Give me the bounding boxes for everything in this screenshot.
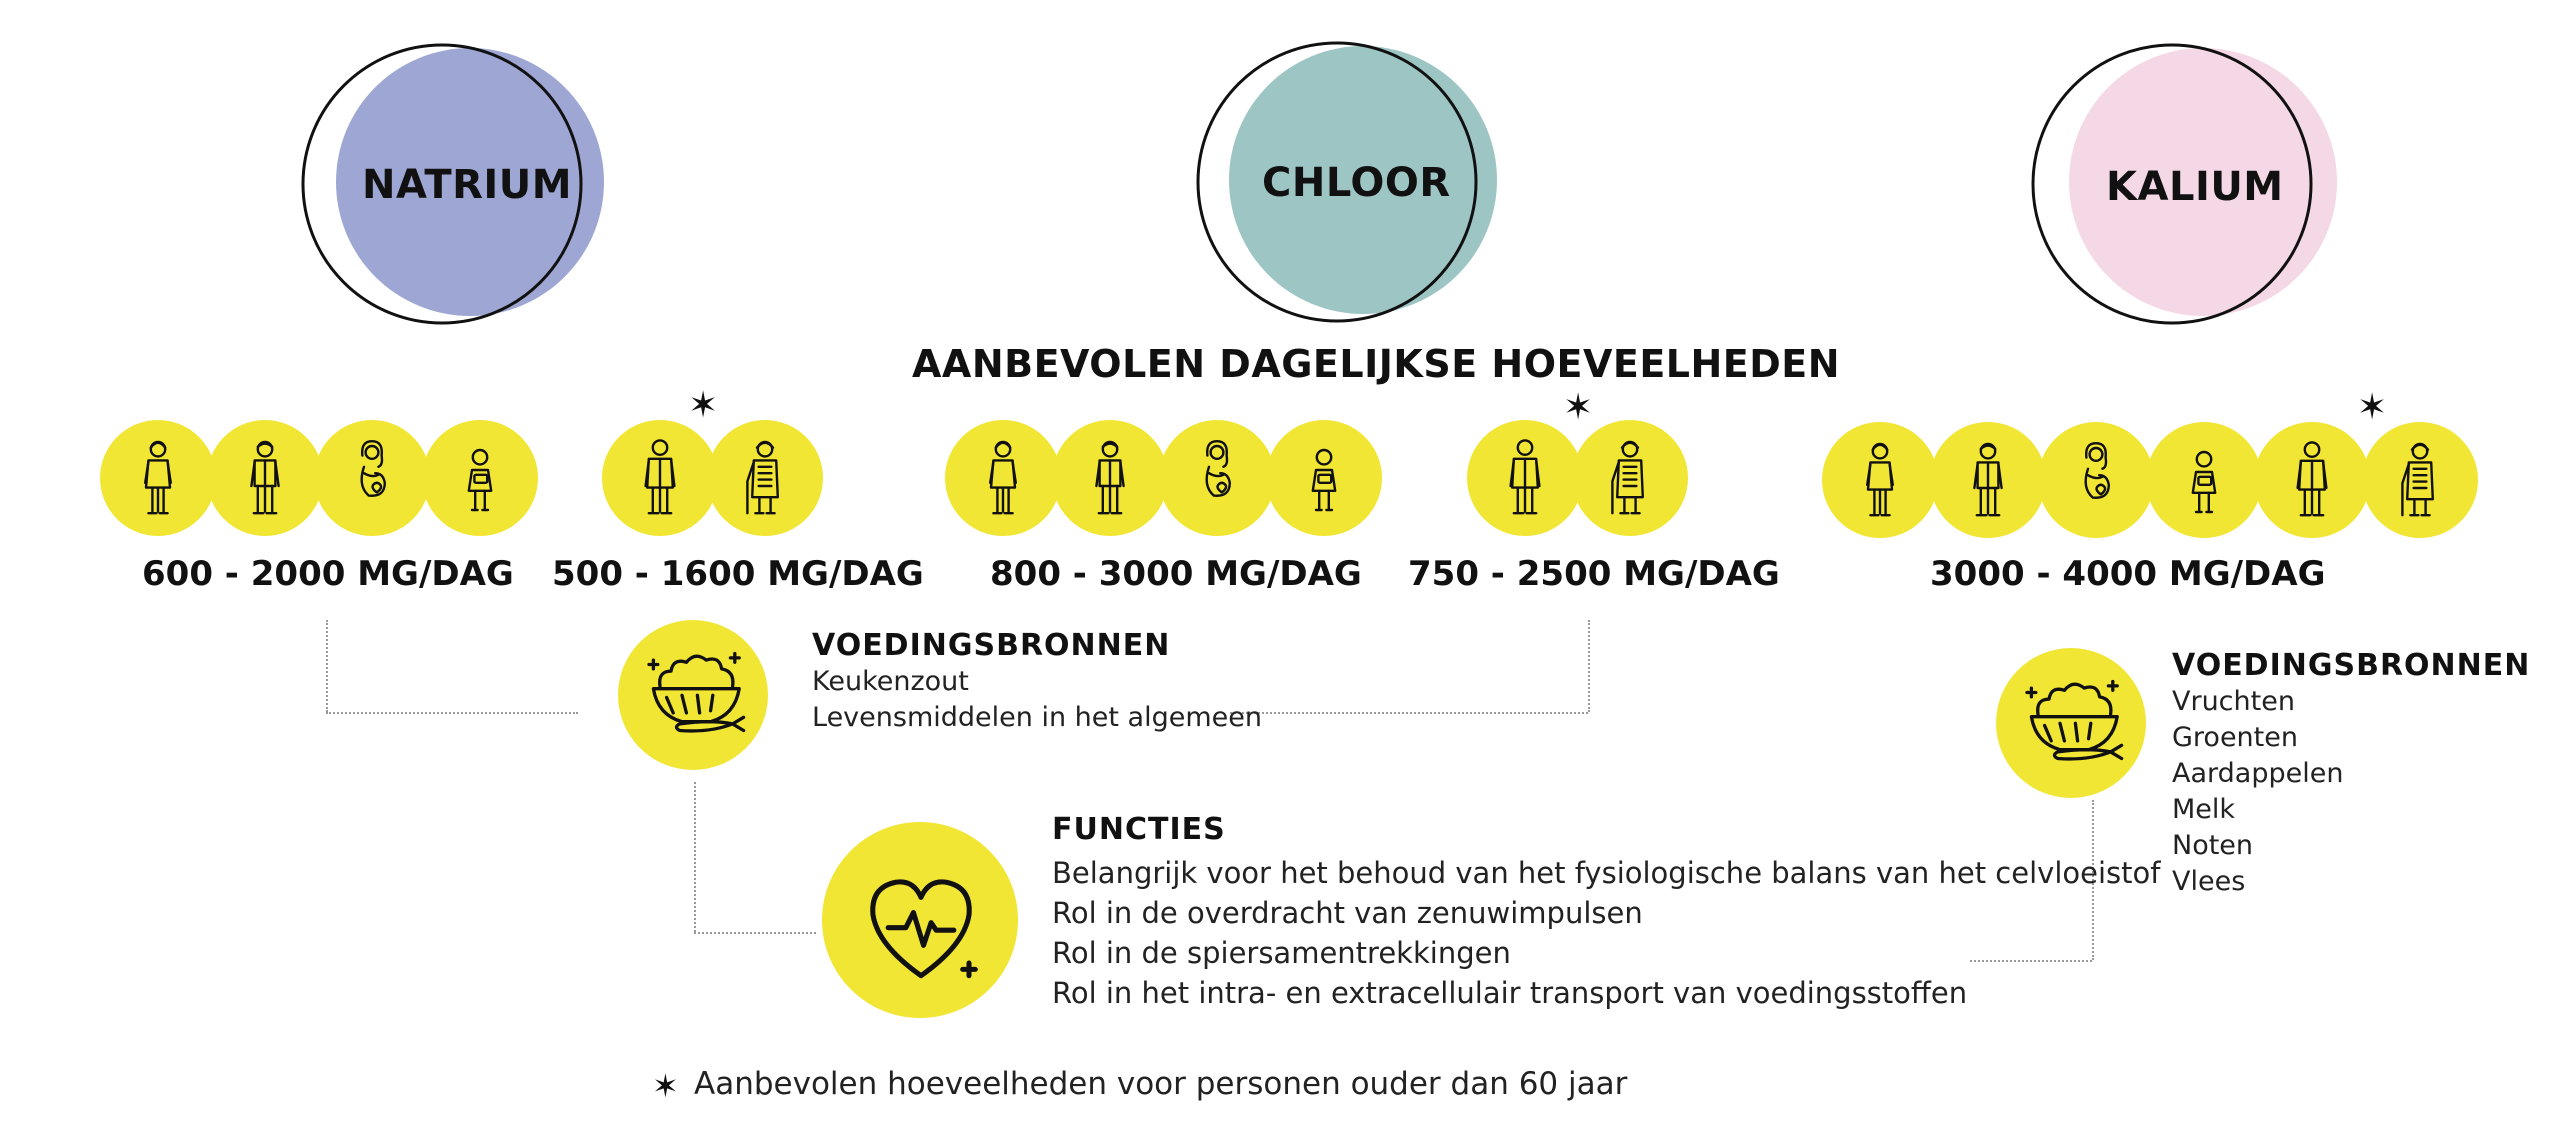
- food-source-item: Vlees: [2172, 866, 2246, 897]
- function-item: Belangrijk voor het behoud van het fysiologische balans van het celvloeistof: [1052, 856, 2161, 890]
- child-icon: [448, 438, 512, 518]
- connector-line: [694, 782, 696, 932]
- connector-line: [1970, 960, 2092, 962]
- elderly-woman-icon: [733, 438, 797, 518]
- food-sources-title: VOEDINGSBRONNEN: [812, 628, 1171, 663]
- food-source-item: Keukenzout: [812, 666, 969, 697]
- food-source-item: Vruchten: [2172, 686, 2295, 717]
- man-icon: [1078, 438, 1142, 518]
- natrium-label: NATRIUM: [362, 162, 573, 208]
- amount-natrium-adult: 600 - 2000 MG/DAG: [142, 554, 514, 594]
- woman-icon: [971, 438, 1035, 518]
- kalium-label: KALIUM: [2106, 164, 2284, 210]
- connector-line: [326, 620, 328, 712]
- elderly-woman-icon: [2388, 440, 2452, 520]
- food-sources-title: VOEDINGSBRONNEN: [2172, 648, 2531, 683]
- man-icon: [233, 438, 297, 518]
- pregnant-woman-icon: [340, 438, 404, 518]
- basket-icon: [638, 642, 748, 742]
- food-source-item: Groenten: [2172, 722, 2298, 753]
- elderly-man-icon: [1493, 438, 1557, 518]
- amount-chloor-senior: 750 - 2500 MG/DAG: [1408, 554, 1780, 594]
- child-icon: [1292, 438, 1356, 518]
- function-item: Rol in de overdracht van zenuwimpulsen: [1052, 896, 1643, 930]
- amount-kalium: 3000 - 4000 MG/DAG: [1930, 554, 2326, 594]
- basket-icon: [2016, 670, 2126, 770]
- food-source-item: Aardappelen: [2172, 758, 2344, 789]
- child-icon: [2172, 440, 2236, 520]
- connector-line: [1230, 712, 1588, 714]
- woman-icon: [126, 438, 190, 518]
- elderly-man-icon: [2280, 440, 2344, 520]
- food-source-item: Levensmiddelen in het algemeen: [812, 702, 1262, 733]
- function-item: Rol in de spiersamentrekkingen: [1052, 936, 1511, 970]
- function-item: Rol in het intra- en extracellulair transport van voedingsstoffen: [1052, 976, 1968, 1010]
- pregnant-woman-icon: [1185, 438, 1249, 518]
- elderly-man-icon: [628, 438, 692, 518]
- footnote-star: ✶: [652, 1067, 679, 1105]
- chloor-label: CHLOOR: [1262, 160, 1451, 206]
- functions-title: FUNCTIES: [1052, 812, 1226, 847]
- pregnant-woman-icon: [2064, 440, 2128, 520]
- recommended-heading: AANBEVOLEN DAGELIJKSE HOEVEELHEDEN: [912, 342, 1841, 386]
- connector-line: [694, 932, 816, 934]
- footnote-text: Aanbevolen hoeveelheden voor personen ouder dan 60 jaar: [694, 1066, 1628, 1102]
- food-source-item: Noten: [2172, 830, 2254, 861]
- star-marker: ✶: [2357, 387, 2388, 428]
- connector-line: [326, 712, 578, 714]
- amount-natrium-senior: 500 - 1600 MG/DAG: [552, 554, 924, 594]
- man-icon: [1956, 440, 2020, 520]
- food-source-item: Melk: [2172, 794, 2236, 825]
- connector-line: [1588, 620, 1590, 712]
- elderly-woman-icon: [1598, 438, 1662, 518]
- star-marker: ✶: [1563, 387, 1594, 428]
- star-marker: ✶: [688, 385, 719, 426]
- woman-icon: [1848, 440, 1912, 520]
- heart-icon: [856, 862, 986, 982]
- amount-chloor-adult: 800 - 3000 MG/DAG: [990, 554, 1362, 594]
